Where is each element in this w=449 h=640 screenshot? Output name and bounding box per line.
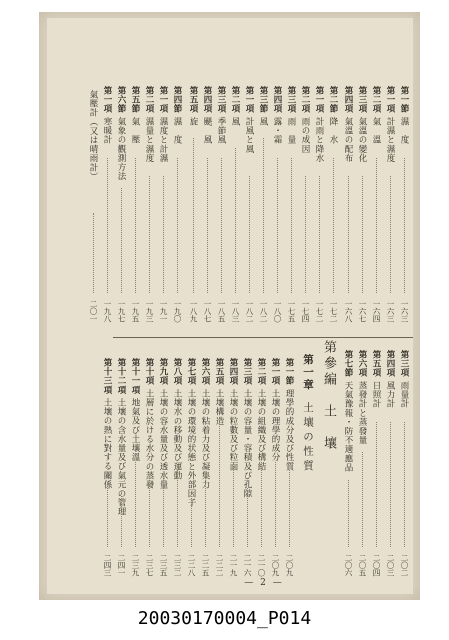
toc-entry: 第九項土壤の容水量及び透水量 [158, 358, 168, 490]
leader-dots [319, 176, 321, 293]
page-number: 二一六 [243, 554, 252, 577]
page-number: 一六四 [372, 300, 381, 323]
page-number: 一七二 [329, 300, 338, 323]
folio-page-number: — 2 — [244, 578, 284, 588]
page-number: 一九五 [131, 300, 140, 323]
page-number: 一六七 [358, 300, 367, 323]
toc-entry: 第三項雨量計 [399, 350, 409, 409]
page-number: 二三九 [131, 554, 140, 577]
leader-dots [263, 138, 265, 293]
leader-dots [107, 158, 109, 293]
leader-dots [404, 158, 406, 293]
toc-entry: 第六節氣象の觀測方法 [116, 86, 126, 182]
chapter-heading: 第一章土壤の性質 [302, 354, 314, 474]
page-sheet [47, 18, 413, 594]
toc-entry: 第五項旋 [188, 86, 198, 136]
toc-entry: 第一節濕 度 [399, 86, 409, 145]
leader-dots [121, 188, 123, 293]
leader-dots [205, 476, 207, 547]
page-number: 一八五 [217, 300, 226, 323]
leader-dots [362, 176, 364, 293]
page-number: 一七五 [287, 300, 296, 323]
toc-entry: 第三項雨 量 [286, 86, 296, 145]
leader-dots [291, 158, 293, 293]
page-number: 一七二 [315, 300, 324, 323]
page-number: 二〇五 [358, 554, 367, 577]
leader-dots [376, 422, 378, 547]
toc-entry: 第一項計濕と濕度 [385, 86, 395, 163]
leader-dots [191, 496, 193, 547]
leader-dots [149, 176, 151, 293]
toc-entry: 第八項土壤水の移動及び運動 [172, 358, 182, 481]
leader-dots [135, 158, 137, 293]
toc-entry: 第六項土壤の粘着力及び凝集力 [200, 358, 210, 490]
leader-dots [289, 470, 291, 547]
leader-dots [233, 462, 235, 547]
leader-dots [348, 176, 350, 293]
page-number: 二二二 [215, 554, 224, 577]
page-number: 一六三 [400, 300, 409, 323]
section-divider [113, 337, 413, 338]
leader-dots [93, 213, 95, 293]
leader-dots [177, 158, 179, 293]
toc-entry: 第二項氣 溫 [371, 86, 381, 145]
toc-entry: 第三項氣溫の變化 [357, 86, 367, 163]
leader-dots [348, 480, 350, 547]
page-number: 二二五 [201, 554, 210, 577]
leader-dots [135, 462, 137, 547]
leader-dots [390, 176, 392, 293]
page-number: 一八七 [203, 300, 212, 323]
leader-dots [163, 176, 165, 293]
toc-entry: 第七節天氣豫報・防不適應品 [343, 350, 353, 473]
toc-entry: 第五項日照計 [371, 350, 381, 409]
toc-entry: 第二項濕量と濕度 [144, 86, 154, 163]
page-number: 二一九 [229, 554, 238, 577]
page-number: 二〇二 [400, 554, 409, 577]
toc-entry: 氣壓計（又は晴雨計） [88, 90, 98, 181]
leader-dots [390, 422, 392, 547]
toc-entry: 第四節濕 度 [172, 86, 182, 145]
toc-entry: 第六項蒸發計と蒸發量 [357, 350, 367, 446]
page-number: 一八〇 [273, 300, 282, 323]
page-number: 一六八 [344, 300, 353, 323]
leader-dots [107, 484, 109, 547]
toc-entry: 第一項計雨と降水 [314, 86, 324, 163]
page-number: 二〇一 [89, 300, 98, 323]
toc-entry: 第七項土壤の環境的状態と外部因子 [186, 358, 196, 508]
page-number: 一九七 [117, 300, 126, 323]
page-number: 二四三 [103, 554, 112, 577]
leader-dots [275, 462, 277, 547]
toc-entry: 第一項濕度と計濕 [158, 86, 168, 163]
page-number: 二〇四 [372, 554, 381, 577]
toc-entry: 第四項土壤の粒數及び粒面 [228, 358, 238, 472]
toc-entry: 第三項土壤の容量・容積及び孔隙 [242, 358, 252, 499]
leader-dots [219, 418, 221, 547]
toc-entry: 第二項風 [230, 86, 240, 136]
page-number: 二三二 [173, 554, 182, 577]
leader-dots [193, 138, 195, 293]
toc-entry: 第一項土壤の理學的成分 [270, 358, 280, 463]
page-number: 二三五 [159, 554, 168, 577]
toc-entry: 第十一項地氣及び土壤溫 [130, 358, 140, 463]
page-number: 一八二 [259, 300, 268, 323]
toc-entry: 第一項計風と風 [244, 86, 254, 154]
leader-dots [177, 470, 179, 547]
leader-dots [121, 496, 123, 547]
toc-entry: 第四項氣溫の配布 [343, 86, 353, 163]
page-number: 二四一 [117, 554, 126, 577]
toc-entry: 第四項露・霜 [272, 86, 282, 145]
page-number: 二〇九 [285, 554, 294, 577]
page-number: 二一〇 [257, 554, 266, 577]
toc-entry: 第二節降 水 [328, 86, 338, 145]
page-number: 二〇六 [344, 554, 353, 577]
leader-dots [221, 158, 223, 293]
leader-dots [362, 452, 364, 547]
toc-entry: 第一節理學的成分及び性質 [284, 358, 294, 472]
page-number: 一八二 [245, 300, 254, 323]
toc-entry: 第三節風 [258, 86, 268, 127]
leader-dots [149, 476, 151, 547]
leader-dots [404, 422, 406, 547]
toc-entry: 第五節氣 壓 [130, 86, 140, 145]
leader-dots [163, 476, 165, 547]
leader-dots [261, 462, 263, 547]
toc-entry: 第三項季節風 [216, 86, 226, 145]
page-number: 一六三 [386, 300, 395, 323]
toc-entry: 第十二項土壤の含水量及び氣元の管理 [116, 358, 126, 517]
leader-dots [249, 176, 251, 293]
toc-entry: 第十三項土壤の熱に對する關係 [102, 358, 112, 490]
leader-dots [333, 158, 335, 293]
page-number: 一八三 [231, 300, 240, 323]
page-number: 二三七 [145, 554, 154, 577]
leader-dots [376, 158, 378, 293]
toc-entry: 第五項土壤構造 [214, 358, 224, 426]
page-number: 二二八 [187, 554, 196, 577]
toc-entry: 第二項土壤の組織及び構結 [256, 358, 266, 472]
leader-dots [207, 158, 209, 293]
part-title: 第參編 土 壤 [321, 340, 336, 452]
toc-entry: 第四項風力計 [385, 350, 395, 409]
page-number: 二〇三 [386, 554, 395, 577]
toc-entry: 第四項颶 風 [202, 86, 212, 145]
page-number: 一九〇 [173, 300, 182, 323]
leader-dots [235, 148, 237, 293]
page-number: 一九一 [159, 300, 168, 323]
page-number: 二〇九 [271, 554, 280, 577]
leader-dots [305, 176, 307, 293]
leader-dots [247, 488, 249, 547]
toc-entry: 第二項雨の成因 [300, 86, 310, 154]
page-number: 一九三 [145, 300, 154, 323]
page-number: 一九八 [103, 300, 112, 323]
toc-entry: 第十項土層に於ける水分の蒸發 [144, 358, 154, 490]
page-number: 一八九 [189, 300, 198, 323]
leader-dots [277, 158, 279, 293]
page-number: 一七四 [301, 300, 310, 323]
archive-caption: 20030170004_P014 [137, 608, 312, 629]
toc-entry: 第一項寒暖計 [102, 86, 112, 145]
book-page [39, 12, 420, 600]
